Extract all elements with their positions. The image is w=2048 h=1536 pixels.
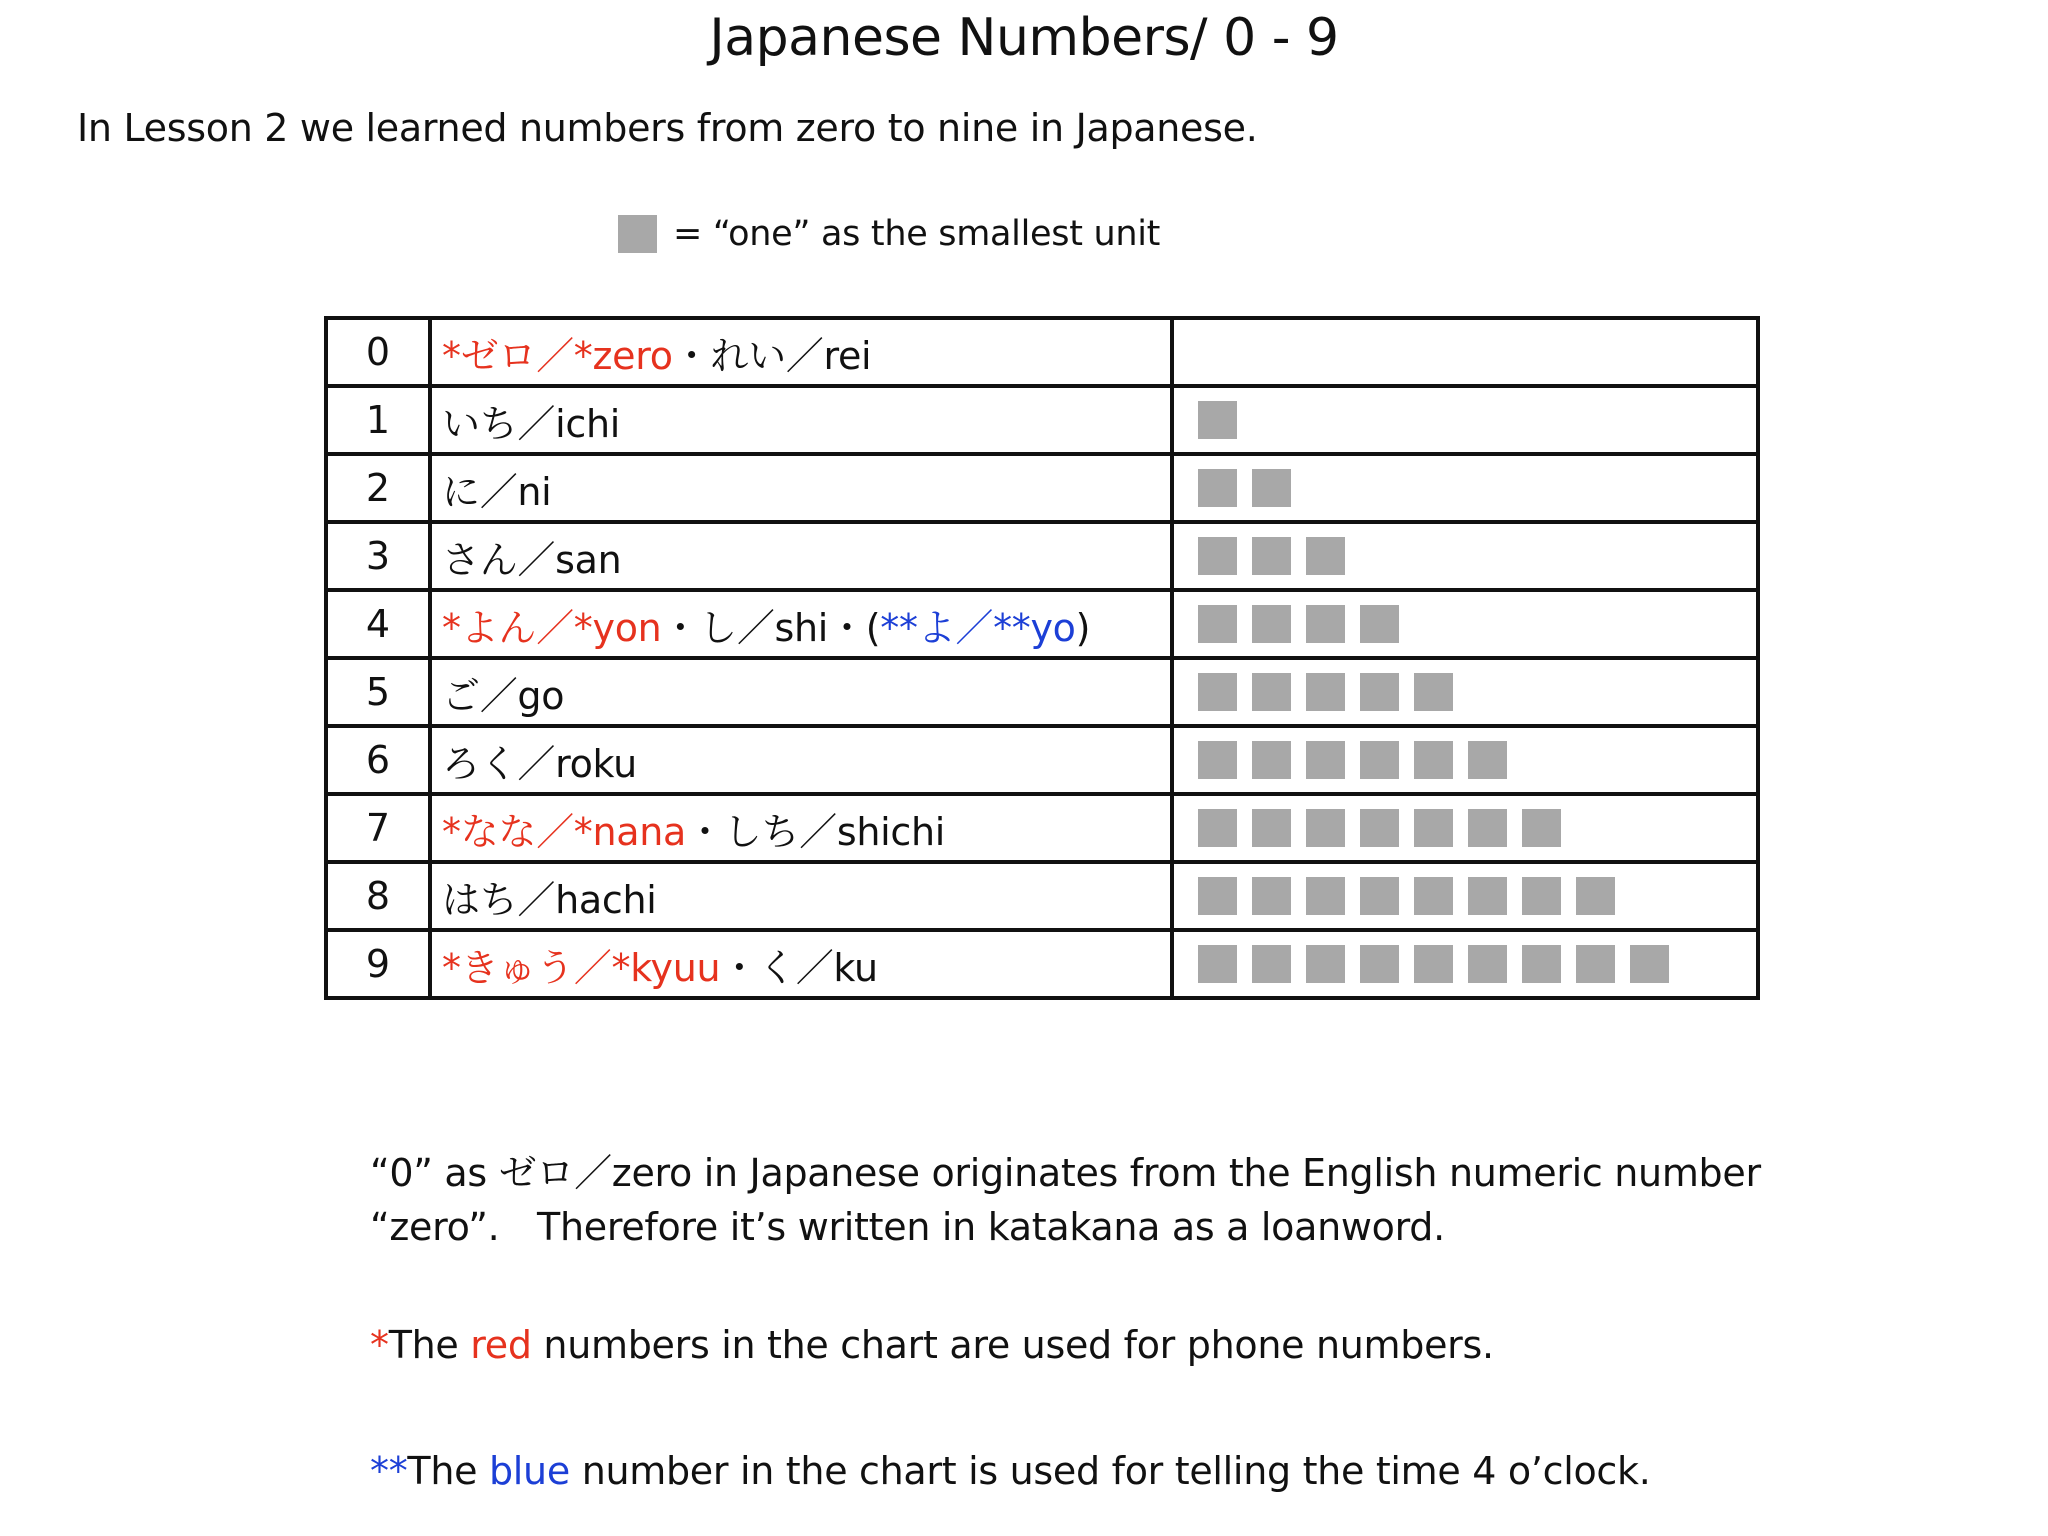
unit-squares — [1198, 944, 1756, 984]
unit-square — [1414, 809, 1453, 847]
squares-cell — [1172, 590, 1758, 658]
unit-square — [1360, 673, 1399, 711]
unit-square — [1360, 809, 1399, 847]
squares-cell — [1172, 930, 1758, 998]
unit-square — [1198, 945, 1237, 983]
unit-square — [1252, 945, 1291, 983]
unit-square — [1198, 673, 1237, 711]
unit-square — [1360, 945, 1399, 983]
number-cell: 2 — [326, 454, 430, 522]
table-row — [326, 862, 1758, 930]
unit-square — [1468, 877, 1507, 915]
reading-cell — [430, 726, 1172, 794]
unit-square — [1522, 945, 1561, 983]
unit-squares — [1198, 400, 1756, 440]
unit-square — [1306, 605, 1345, 643]
note-blue-before: The — [407, 1449, 489, 1493]
reading-segment: *ゼロ／*zero — [442, 333, 673, 378]
unit-squares — [1198, 604, 1756, 644]
reading-cell — [430, 522, 1172, 590]
reading-segment: ろく／roku — [442, 741, 637, 786]
unit-squares — [1198, 468, 1756, 508]
unit-squares — [1198, 536, 1756, 576]
unit-square — [1198, 741, 1237, 779]
unit-square — [1252, 809, 1291, 847]
number-cell: 1 — [326, 386, 430, 454]
reading-segment: さん／san — [442, 537, 622, 582]
reading-segment: *なな／*nana — [442, 809, 687, 854]
squares-cell — [1172, 454, 1758, 522]
table-row — [326, 726, 1758, 794]
unit-squares — [1198, 740, 1756, 780]
unit-square — [1306, 673, 1345, 711]
squares-cell — [1172, 658, 1758, 726]
reading-cell — [430, 590, 1172, 658]
unit-square — [1198, 401, 1237, 439]
note-red-highlight: red — [470, 1323, 532, 1367]
reading-cell — [430, 794, 1172, 862]
unit-square — [1306, 877, 1345, 915]
unit-square — [1198, 809, 1237, 847]
unit-square — [1576, 877, 1615, 915]
table-row — [326, 658, 1758, 726]
unit-square — [1360, 877, 1399, 915]
table-row — [326, 794, 1758, 862]
reading-segment: **よ／**yo — [880, 605, 1076, 650]
note-blue-number — [370, 1444, 1651, 1498]
squares-cell — [1172, 386, 1758, 454]
unit-square — [1252, 877, 1291, 915]
reading-segment: いち／ichi — [442, 401, 620, 446]
squares-cell — [1172, 794, 1758, 862]
unit-square — [1306, 945, 1345, 983]
reading-cell — [430, 318, 1172, 386]
number-cell: 0 — [326, 318, 430, 386]
number-cell: 8 — [326, 862, 430, 930]
reading-segment: *よん／*yon — [442, 605, 662, 650]
unit-square — [1306, 741, 1345, 779]
numbers-table-body — [326, 318, 1758, 998]
table-row — [326, 386, 1758, 454]
table-row — [326, 930, 1758, 998]
reading-segment: ・しち／shichi — [686, 809, 946, 854]
number-cell: 7 — [326, 794, 430, 862]
note-red-after: numbers in the chart are used for phone numbers. — [531, 1323, 1494, 1367]
reading-cell — [430, 930, 1172, 998]
unit-square — [1468, 945, 1507, 983]
number-cell: 5 — [326, 658, 430, 726]
note-blue-star: ** — [370, 1449, 408, 1493]
intro-text: In Lesson 2 we learned numbers from zero to nine in Japanese. — [77, 106, 1258, 150]
unit-square — [1414, 877, 1453, 915]
table-row — [326, 318, 1758, 386]
unit-square — [1252, 605, 1291, 643]
unit-square — [1468, 741, 1507, 779]
note-red-numbers — [370, 1318, 1494, 1372]
table-row — [326, 522, 1758, 590]
unit-square — [1306, 809, 1345, 847]
unit-square — [1576, 945, 1615, 983]
reading-segment: に／ni — [442, 469, 552, 514]
note-red-star: * — [370, 1323, 389, 1367]
legend — [618, 214, 1160, 254]
unit-square — [1468, 809, 1507, 847]
reading-cell — [430, 386, 1172, 454]
note-zero-loanword: “0” as ゼロ／zero in Japanese originates from the English numeric number “zero”. Therefore it’s written in katakana as a loanword. — [370, 1151, 1761, 1249]
unit-square — [1522, 877, 1561, 915]
reading-segment: ・れい／rei — [672, 333, 872, 378]
table-row — [326, 454, 1758, 522]
numbers-table — [324, 316, 1760, 1000]
page-title: Japanese Numbers/ 0 - 9 — [709, 8, 1339, 68]
reading-segment: ・く／ku — [720, 945, 878, 990]
number-cell: 6 — [326, 726, 430, 794]
reading-cell — [430, 658, 1172, 726]
unit-square — [1198, 537, 1237, 575]
squares-cell — [1172, 522, 1758, 590]
reading-segment: *きゅう／*kyuu — [442, 945, 721, 990]
squares-cell — [1172, 318, 1758, 386]
unit-square — [1252, 537, 1291, 575]
note-blue-highlight: blue — [488, 1449, 570, 1493]
note-blue-after: number in the chart is used for telling the time 4 o’clock. — [569, 1449, 1651, 1493]
squares-cell — [1172, 726, 1758, 794]
unit-squares — [1198, 808, 1756, 848]
unit-squares — [1198, 876, 1756, 916]
unit-squares — [1198, 672, 1756, 712]
reading-segment: はち／hachi — [442, 877, 657, 922]
unit-square — [1522, 809, 1561, 847]
note-red-before: The — [388, 1323, 471, 1367]
unit-square — [1252, 673, 1291, 711]
legend-text: = “one” as the smallest unit — [673, 214, 1161, 254]
table-row — [326, 590, 1758, 658]
unit-square — [1198, 605, 1237, 643]
unit-square — [1252, 741, 1291, 779]
unit-square — [1360, 741, 1399, 779]
number-cell: 4 — [326, 590, 430, 658]
squares-cell — [1172, 862, 1758, 930]
reading-cell — [430, 862, 1172, 930]
number-cell: 3 — [326, 522, 430, 590]
unit-square — [1414, 741, 1453, 779]
unit-square — [1414, 945, 1453, 983]
reading-segment: ) — [1075, 605, 1091, 650]
unit-square — [1414, 673, 1453, 711]
reading-cell — [430, 454, 1172, 522]
unit-square — [1306, 537, 1345, 575]
unit-square — [1630, 945, 1669, 983]
reading-segment: ・し／shi・( — [661, 605, 881, 650]
unit-square — [1198, 877, 1237, 915]
unit-square — [1198, 469, 1237, 507]
unit-square-icon — [618, 215, 657, 253]
number-cell: 9 — [326, 930, 430, 998]
unit-square — [1360, 605, 1399, 643]
reading-segment: ご／go — [442, 673, 565, 718]
unit-squares — [1198, 332, 1756, 372]
unit-square — [1252, 469, 1291, 507]
